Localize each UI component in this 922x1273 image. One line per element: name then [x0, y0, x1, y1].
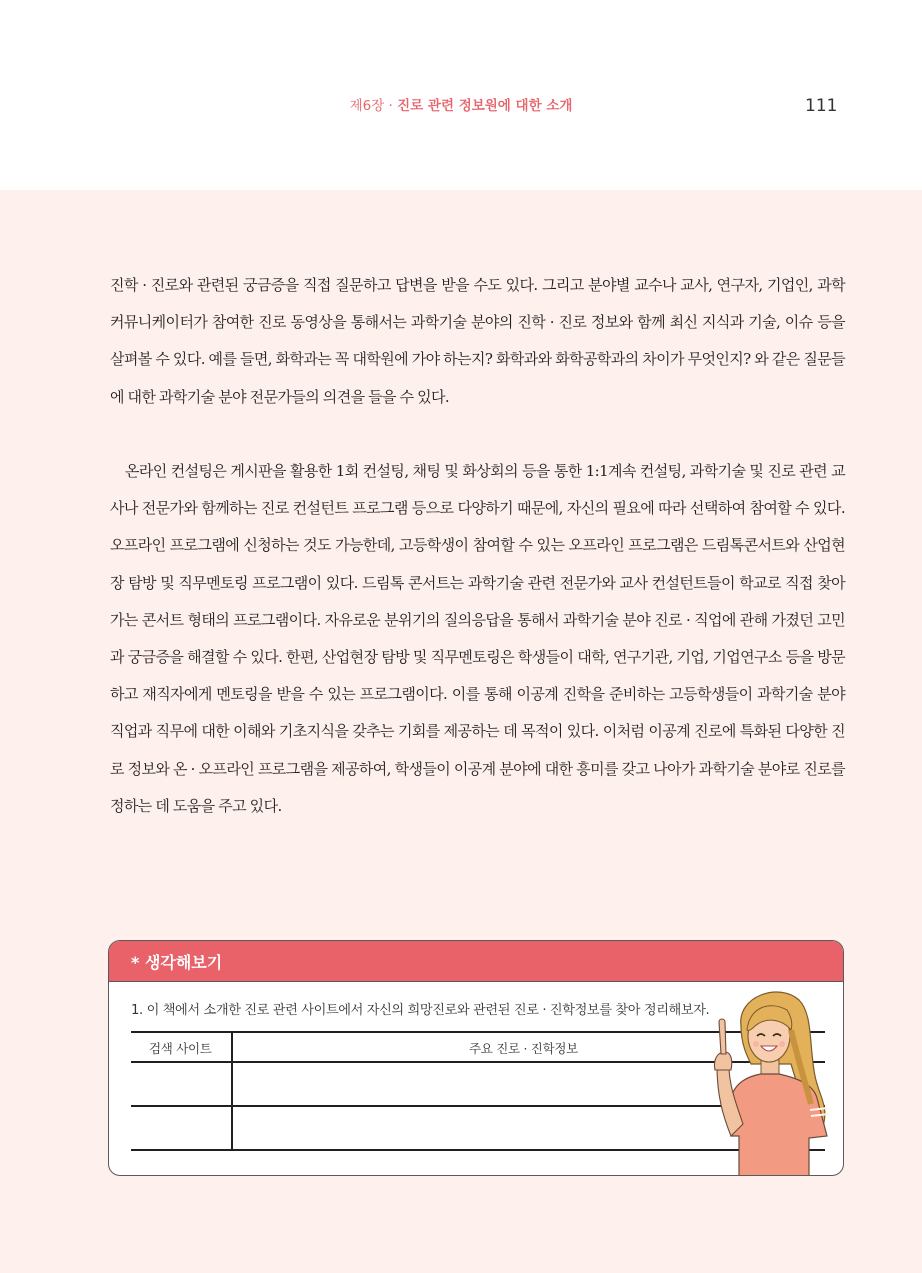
table-header-info: 주요 진로 · 진학정보 [469, 1041, 578, 1056]
think-box [108, 940, 844, 1176]
table-column-divider [231, 1031, 233, 1151]
think-box-header [109, 941, 843, 982]
page-header [0, 0, 922, 190]
think-question: 1. 이 책에서 소개한 진로 관련 사이트에서 자신의 희망진로와 관련된 진로 · 진학정보를 찾아 정리해보자. [131, 1003, 710, 1018]
chapter-title: 진로 관련 정보원에 대한 소개 [397, 98, 573, 114]
table-header-site: 검색 사이트 [149, 1041, 212, 1056]
chapter-label: 제6장 · [349, 98, 393, 114]
page-number: 111 [805, 96, 838, 116]
running-head [0, 94, 922, 114]
girl-pointing-up-illustration [709, 986, 843, 1176]
think-box-title: * 생각해보기 [131, 953, 223, 972]
body-paragraph-1: 진학 · 진로와 관련된 궁금증을 직접 질문하고 답변을 받을 수도 있다. 그리고 분야별 교수나 교사, 연구자, 기업인, 과학커뮤니케이터가 참여한 진로 동영상을 통해서는 과학기술 분야의 진학 · 진로 정보와 함께 최신 지식과 기술, 이슈 등을 살펴볼 수 있다. 예를 들면, 화학과는 꼭 대학원에 가야 하는지? 화학과와 화학공학과의 차이가 무엇인지? 와 같은 질문들에 대한 과학기술 분야 전문가들의 의견을 들을 수 있다. [110, 276, 845, 406]
body-paragraph-2: 온라인 컨설팅은 게시판을 활용한 1회 컨설팅, 채팅 및 화상회의 등을 통한 1:1계속 컨설팅, 과학기술 및 진로 관련 교사나 전문가와 함께하는 진로 컨설턴트 프로그램 등으로 다양하기 때문에, 자신의 필요에 따라 선택하여 참여할 수 있다. 오프라인 프로그램에 신청하는 것도 가능한데, 고등학생이 참여할 수 있는 오프라인 프로그램은 드림톡콘서트와 산업현장 탐방 및 직무멘토링 프로그램이 있다. 드림톡 콘서트는 과학기술 관련 전문가와 교사 컨설턴트들이 학교로 직접 찾아가는 콘서트 형태의 프로그램이다. 자유로운 분위기의 질의응답을 통해서 과학기술 분야 진로 · 직업에 관해 가졌던 고민과 궁금증을 해결할 수 있다. 한편, 산업현장 탐방 및 직무멘토링은 학생들이 대학, 연구기관, 기업, 기업연구소 등을 방문하고 재직자에게 멘토링을 받을 수 있는 프로그램이다. 이를 통해 이공계 진학을 준비하는 고등학생들이 과학기술 분야 직업과 직무에 대한 이해와 기초지식을 갖추는 기회를 제공하는 데 목적이 있다. 이처럼 이공계 진로에 특화된 다양한 진로 정보와 온 · 오프라인 프로그램을 제공하여, 학생들이 이공계 분야에 대한 흥미를 갖고 나아가 과학기술 분야로 진로를 정하는 데 도움을 주고 있다. [110, 462, 845, 815]
